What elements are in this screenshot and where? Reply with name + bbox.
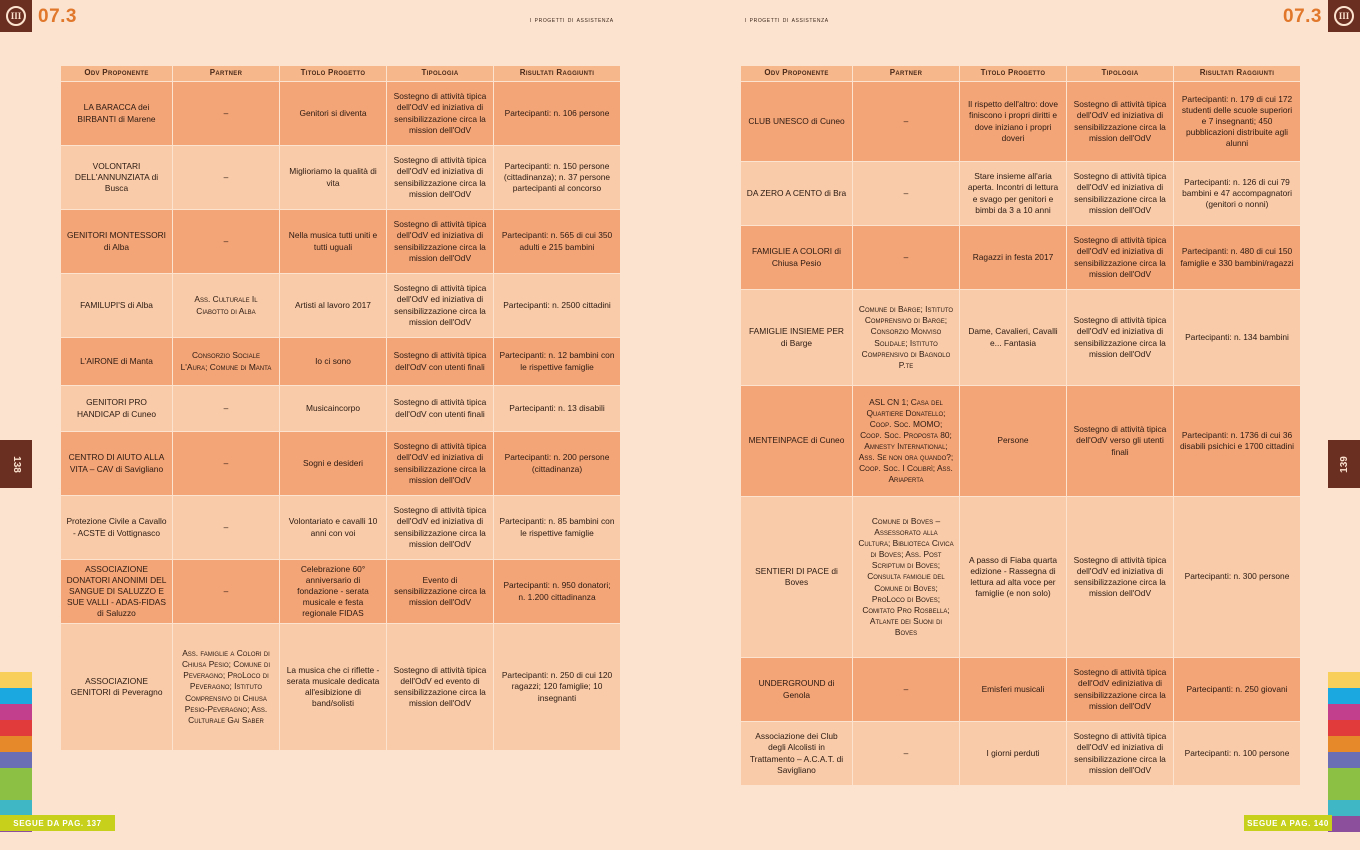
column-header-results: Risultati Raggiunti [494,66,621,82]
type-cell: Evento di sensibilizzazione circa la mission dell'OdV [387,560,494,624]
type-cell: Sostegno di attività tipica dell'OdV ed iniziativa di sensibilizzazione circa la mission dell'OdV [1067,722,1174,786]
chapter-badge-left [0,0,32,32]
partner-cell: – [853,226,960,290]
type-cell: Sostegno di attività tipica dell'OdV ed iniziativa di sensibilizzazione circa la mission dell'OdV [1067,226,1174,290]
title-cell: Emisferi musicali [960,658,1067,722]
title-cell: Persone [960,386,1067,497]
title-cell: Nella musica tutti uniti e tutti uguali [280,210,387,274]
title-cell: Ragazzi in festa 2017 [960,226,1067,290]
table-row [61,274,621,338]
table-row [741,162,1301,226]
title-cell: A passo di Fiaba quarta edizione - Rassegna di lettura ad alta voce per famiglie (e non solo) [960,497,1067,658]
results-cell: Partecipanti: n. 106 persone [494,82,621,146]
title-cell: I giorni perduti [960,722,1067,786]
type-cell: Sostegno di attività tipica dell'OdV ed iniziativa di sensibilizzazione circa la mission dell'OdV [1067,162,1174,226]
color-swatch [0,720,32,736]
results-cell: Partecipanti: n. 200 persone (cittadinanza) [494,432,621,496]
color-swatch [0,768,32,784]
title-cell: Sogni e desideri [280,432,387,496]
title-cell: Il rispetto dell'altro: dove finiscono i propri diritti e dove iniziano i propri doveri [960,82,1067,162]
column-header-type: Tipologia [1067,66,1174,82]
running-head-left: i progetti di assistenza [530,15,614,24]
table-row [741,290,1301,386]
partner-cell: – [173,496,280,560]
table-row [61,210,621,274]
results-cell: Partecipanti: n. 950 donatori; n. 1.200 cittadinanza [494,560,621,624]
partner-cell: – [173,210,280,274]
chapter-roman-icon: III [1334,6,1354,26]
org-cell: L'AIRONE di Manta [61,338,173,386]
type-cell: Sostegno di attività tipica dell'OdV ed iniziativa di sensibilizzazione circa la mission dell'OdV [1067,497,1174,658]
partner-cell: – [173,386,280,432]
partner-cell: – [173,146,280,210]
partner-cell: – [173,432,280,496]
column-header-partner: Partner [173,66,280,82]
color-swatch [0,672,32,688]
results-cell: Partecipanti: n. 150 persone (cittadinanza); n. 37 persone partecipanti al concorso [494,146,621,210]
org-cell: UNDERGROUND di Genola [741,658,853,722]
title-cell: La musica che ci riflette - serata musicale dedicata all'esibizione di band/solisti [280,624,387,751]
table-row [741,226,1301,290]
title-cell: Artisti al lavoro 2017 [280,274,387,338]
partner-cell: – [853,722,960,786]
type-cell: Sostegno di attività tipica dell'OdV verso gli utenti finali [1067,386,1174,497]
table-row [61,146,621,210]
table-row [61,496,621,560]
results-cell: Partecipanti: n. 1736 di cui 36 disabili psichici e 1700 cittadini [1174,386,1301,497]
org-cell: VOLONTARI DELL'ANNUNZIATA di Busca [61,146,173,210]
org-cell: DA ZERO A CENTO di Bra [741,162,853,226]
org-cell: SENTIERI DI PACE di Boves [741,497,853,658]
type-cell: Sostegno di attività tipica dell'OdV ed iniziativa di sensibilizzazione circa la mission dell'OdV [1067,82,1174,162]
color-swatch [1328,784,1360,800]
results-cell: Partecipanti: n. 12 bambini con le rispettive famiglie [494,338,621,386]
title-cell: Volontariato e cavalli 10 anni con voi [280,496,387,560]
column-header-title: Titolo Progetto [280,66,387,82]
type-cell: Sostegno di attività tipica dell'OdV ed iniziativa di sensibilizzazione circa la mission dell'OdV [387,496,494,560]
table-header-row [61,66,621,82]
type-cell: Sostegno di attività tipica dell'OdV ed iniziativa di sensibilizzazione circa la mission dell'OdV [387,146,494,210]
table-row [61,386,621,432]
org-cell: FAMILUPI'S di Alba [61,274,173,338]
chapter-number-right: 07.3 [1283,6,1322,27]
org-cell: MENTEINPACE di Cuneo [741,386,853,497]
type-cell: Sostegno di attività tipica dell'OdV con utenti finali [387,386,494,432]
nav-next-page[interactable]: SEGUE A PAG. 140 [1244,815,1332,831]
results-cell: Partecipanti: n. 250 di cui 120 ragazzi; 120 famiglie; 10 insegnanti [494,624,621,751]
title-cell: Celebrazione 60° anniversario di fondazione - serata musicale e festa regionale FIDAS [280,560,387,624]
org-cell: ASSOCIAZIONE DONATORI ANONIMI DEL SANGUE DI SALUZZO E SUE VALLI - ADAS-FIDAS di Saluzzo [61,560,173,624]
partner-cell: – [853,82,960,162]
column-header-org: Odv Proponente [61,66,173,82]
partner-cell: ASL CN 1; Casa del Quartiere Donatello; Coop. Soc. MOMO; Coop. Soc. Proposta 80; Amnesty International; Ass. Se non ora quando?; Coop. Soc. I Colibrì; Ass. Ariaperta [853,386,960,497]
table-row [741,82,1301,162]
results-cell: Partecipanti: n. 480 di cui 150 famiglie e 330 bambini/ragazzi [1174,226,1301,290]
color-swatch [1328,816,1360,832]
title-cell: Genitori si diventa [280,82,387,146]
partner-cell: – [853,162,960,226]
partner-cell: Ass. Culturale Il Ciabotto di Alba [173,274,280,338]
results-cell: Partecipanti: n. 179 di cui 172 studenti delle scuole superiori e 7 insegnanti; 450 pubblicazioni distribuite agli alunni [1174,82,1301,162]
column-header-org: Odv Proponente [741,66,853,82]
type-cell: Sostegno di attività tipica dell'OdV ed iniziativa di sensibilizzazione circa la mission dell'OdV [387,432,494,496]
nav-prev-page[interactable]: SEGUE DA PAG. 137 [0,815,115,831]
org-cell: FAMIGLIE INSIEME PER di Barge [741,290,853,386]
color-swatch [1328,720,1360,736]
results-cell: Partecipanti: n. 100 persone [1174,722,1301,786]
title-cell: Dame, Cavalieri, Cavalli e... Fantasia [960,290,1067,386]
table-row [61,432,621,496]
results-cell: Partecipanti: n. 85 bambini con le rispettive famiglie [494,496,621,560]
org-cell: FAMIGLIE A COLORI di Chiusa Pesio [741,226,853,290]
type-cell: Sostegno di attività tipica dell'OdV ed iniziativa di sensibilizzazione circa la mission dell'OdV [387,82,494,146]
partner-cell: Ass. famiglie a Colori di Chiusa Pesio; Comune di Peveragno; ProLoco di Peveragno; Istituto Comprensivo di Chiusa Pesio-Peveragno; Ass. Culturale Gai Saber [173,624,280,751]
color-swatch [1328,736,1360,752]
title-cell: Miglioriamo la qualità di vita [280,146,387,210]
org-cell: CENTRO DI AIUTO ALLA VITA – CAV di Savigliano [61,432,173,496]
color-swatch [0,800,32,816]
page-number-tab-right [1328,440,1360,488]
color-swatch [1328,752,1360,768]
table-row [741,722,1301,786]
title-cell: Stare insieme all'aria aperta. Incontri di lettura e svago per genitori e bimbi da 3 a 10 anni [960,162,1067,226]
partner-cell: – [853,658,960,722]
type-cell: Sostegno di attività tipica dell'OdV ed iniziativa di sensibilizzazione circa la mission dell'OdV [387,210,494,274]
color-swatch [0,704,32,720]
page-number-right: 139 [1338,455,1350,473]
results-cell: Partecipanti: n. 2500 cittadini [494,274,621,338]
type-cell: Sostegno di attività tipica dell'OdV ediniziativa di sensibilizzazione circa la mission dell'OdV [1067,658,1174,722]
color-swatch [0,784,32,800]
color-swatch [0,688,32,704]
results-cell: Partecipanti: n. 134 bambini [1174,290,1301,386]
org-cell: CLUB UNESCO di Cuneo [741,82,853,162]
results-cell: Partecipanti: n. 126 di cui 79 bambini e 47 accompagnatori (genitori o nonni) [1174,162,1301,226]
color-swatch [1328,800,1360,816]
org-cell: Protezione Civile a Cavallo - ACSTE di Vottignasco [61,496,173,560]
color-strip-left [0,672,32,832]
table-row [61,338,621,386]
partner-cell: – [173,560,280,624]
title-cell: Io ci sono [280,338,387,386]
column-header-partner: Partner [853,66,960,82]
page-number-tab-left [0,440,32,488]
table-header-row [741,66,1301,82]
partner-cell: Comune di Barge; Istituto Comprensivo di Barge; Consorzio Monviso Solidale; Istituto Comprensivo di Bagnolo P.te [853,290,960,386]
chapter-roman-icon: III [6,6,26,26]
running-head-right: i progetti di assistenza [745,15,829,24]
color-swatch [1328,704,1360,720]
projects-table-right [740,65,1301,786]
type-cell: Sostegno di attività tipica dell'OdV con utenti finali [387,338,494,386]
color-swatch [1328,688,1360,704]
column-header-type: Tipologia [387,66,494,82]
chapter-badge-right [1328,0,1360,32]
table-row [61,624,621,751]
org-cell: GENITORI MONTESSORI di Alba [61,210,173,274]
color-swatch [0,752,32,768]
table-row [741,386,1301,497]
page-number-left: 138 [10,455,22,473]
color-swatch [1328,672,1360,688]
results-cell: Partecipanti: n. 250 giovani [1174,658,1301,722]
color-strip-right [1328,672,1360,832]
table-row [61,560,621,624]
title-cell: Musicaincorpo [280,386,387,432]
org-cell: GENITORI PRO HANDICAP di Cuneo [61,386,173,432]
table-row [741,497,1301,658]
partner-cell: Consorzio Sociale L'Aura; Comune di Manta [173,338,280,386]
column-header-results: Risultati Raggiunti [1174,66,1301,82]
color-swatch [0,736,32,752]
org-cell: Associazione dei Club degli Alcolisti in Trattamento – A.C.A.T. di Savigliano [741,722,853,786]
chapter-number-left: 07.3 [38,6,77,27]
type-cell: Sostegno di attività tipica dell'OdV ed iniziativa di sensibilizzazione circa la mission dell'OdV [387,274,494,338]
partner-cell: – [173,82,280,146]
results-cell: Partecipanti: n. 565 di cui 350 adulti e 215 bambini [494,210,621,274]
results-cell: Partecipanti: n. 13 disabili [494,386,621,432]
type-cell: Sostegno di attività tipica dell'OdV ed evento di sensibilizzazione circa la mission dell'OdV [387,624,494,751]
results-cell: Partecipanti: n. 300 persone [1174,497,1301,658]
color-swatch [1328,768,1360,784]
type-cell: Sostegno di attività tipica dell'OdV ed iniziativa di sensibilizzazione circa la mission dell'OdV [1067,290,1174,386]
table-row [61,82,621,146]
org-cell: ASSOCIAZIONE GENITORI di Peveragno [61,624,173,751]
table-row [741,658,1301,722]
org-cell: LA BARACCA dei BIRBANTI di Marene [61,82,173,146]
partner-cell: Comune di Boves – Assessorato alla Cultura; Biblioteca Civica di Boves; Ass. Post Scriptum di Boves; Consulta famiglie del Comune di Boves; ProLoco di Boves; Comitato Pro Rosbella; Atlante dei Suoni di Boves [853,497,960,658]
projects-table-left [60,65,621,751]
column-header-title: Titolo Progetto [960,66,1067,82]
